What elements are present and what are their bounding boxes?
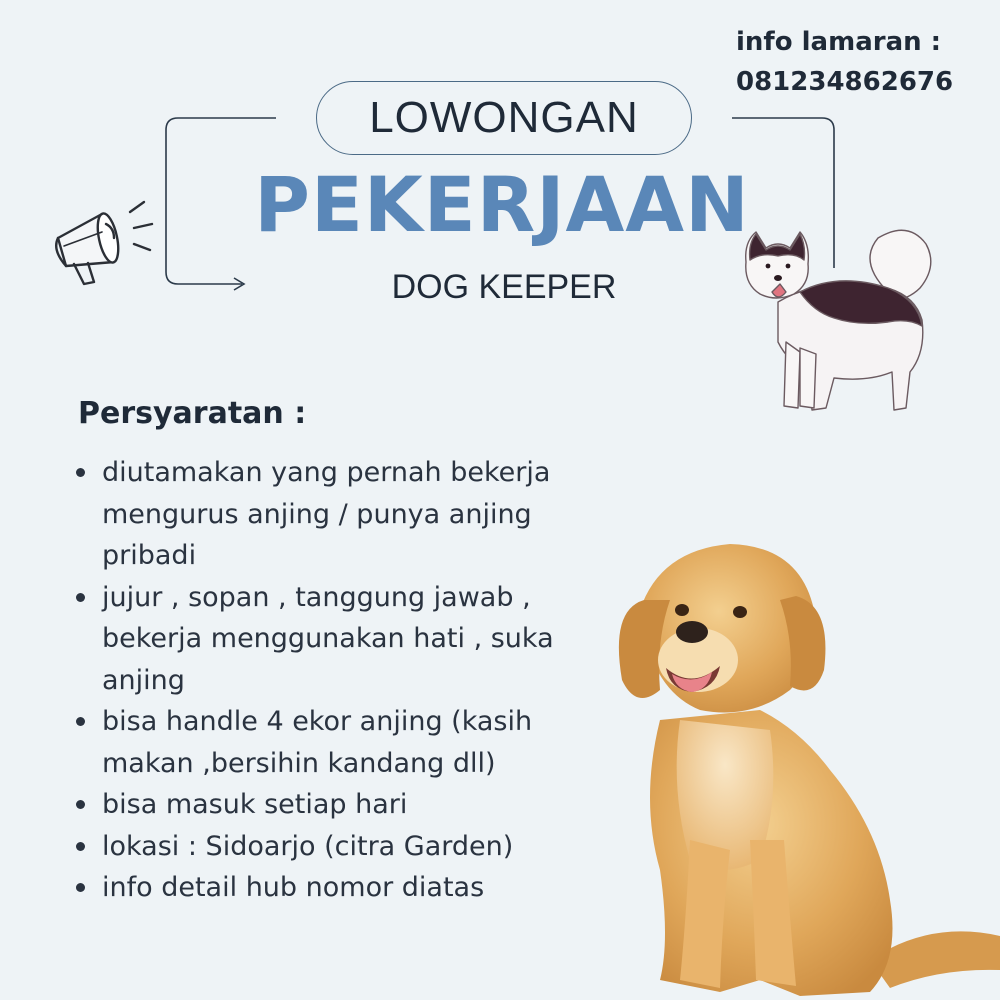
list-item: bisa masuk setiap hari [74,784,604,826]
husky-illustration [738,222,938,418]
list-item: jujur , sopan , tanggung jawab , bekerja menggunakan hati , suka anjing [74,577,604,702]
contact-phone: 081234862676 [736,67,954,97]
list-item: lokasi : Sidoarjo (citra Garden) [74,826,604,868]
job-subtitle: DOG KEEPER [391,268,617,306]
contact-label: info lamaran : [736,27,942,57]
list-item: diutamakan yang pernah bekerja mengurus anjing / punya anjing pribadi [74,452,604,577]
megaphone-icon [44,188,164,298]
requirements-list [74,452,604,909]
page-title: PEKERJAAN [254,160,750,249]
golden-puppy-illustration [600,540,1000,1000]
list-item: bisa handle 4 ekor anjing (kasih makan ,bersihin kandang dll) [74,701,604,784]
requirements-heading: Persyaratan : [78,396,307,431]
list-item: info detail hub nomor diatas [74,867,604,909]
lowongan-pill: LOWONGAN [316,81,692,155]
